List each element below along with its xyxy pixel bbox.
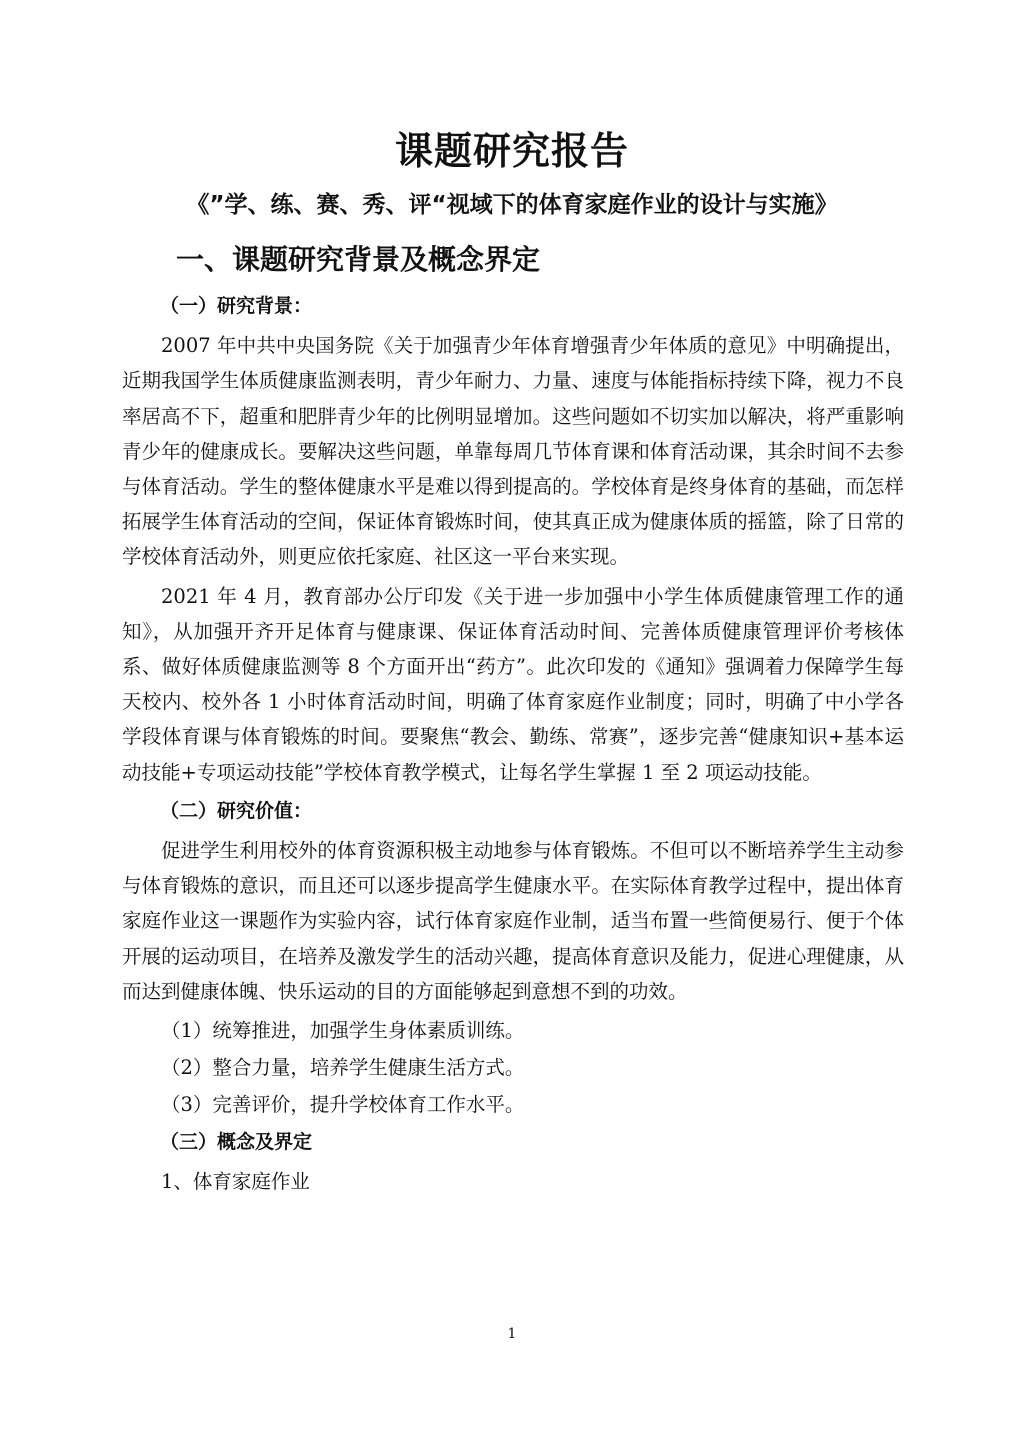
value-paragraph: 促进学生利用校外的体育资源积极主动地参与体育锻炼。不但可以不断培养学生主动参与体育锻炼的意识，而且还可以逐步提高学生健康水平。在实际体育教学过程中，提出体育家庭作业这一课题作为实验内容，试行体育家庭作业制，适当布置一些简便易行、便于个体开展的运动项目，在培养及激发学生的活动兴趣，提高体育意识及能力，促进心理健康，从而达到健康体魄、快乐运动的目的方面能够起到意想不到的功效。	[122, 839, 904, 1003]
value-heading: （二）研究价值：	[160, 799, 313, 822]
concepts-heading: （三）概念及界定	[160, 1130, 313, 1153]
concepts-list-item: 1、体育家庭作业	[161, 1169, 310, 1193]
background-paragraph: 2007 年中共中央国务院《关于加强青少年体育增强青少年体质的意见》中明确提出，近期我国学生体质健康监测表明，青少年耐力、力量、速度与体能指标持续下降，视力不良率居高不下，超重和肥胖青少年的比例明显增加。这些问题如不切实加以解决，将严重影响青少年的健康成长。要解决这些问题，单靠每周几节体育课和体育活动课，其余时间不去参与体育活动。学生的整体健康水平是难以得到提高的。学校体育是终身体育的基础，而怎样拓展学生体育活动的空间，保证体育锻炼时间，使其真正成为健康体质的摇篮，除了日常的学校体育活动外，则更应依托家庭、社区这一平台来实现。	[122, 334, 904, 569]
value-list-item: （3）完善评价，提升学校体育工作水平。	[161, 1093, 525, 1117]
background-heading: （一）研究背景：	[160, 295, 313, 317]
background-paragraph: 2021 年 4 月，教育部办公厅印发《关于进一步加强中小学生体质健康管理工作的通知》，从加强开齐开足体育与健康课、保证体育活动时间、完善体质健康管理评价考核体系、做好体质健康监测等 8 个方面开出“药方”。此次印发的《通知》强调着力保障学生每天校内、校外各 1 小时体育活动时间，明确了体育家庭作业制度；同时，明确了中小学各学段体育课与体育锻炼的时间。要聚焦“教会、勤练、常赛”，逐步完善“健康知识+基本运动技能+专项运动技能”学校体育教学模式，让每名学生掌握 1 至 2 项运动技能。	[122, 584, 904, 784]
page-number: 1	[507, 1326, 517, 1342]
document-title: 课题研究报告	[394, 129, 629, 173]
value-list-item: （2）整合力量，培养学生健康生活方式。	[161, 1056, 525, 1080]
section-heading: 一、课题研究背景及概念界定	[176, 243, 541, 276]
value-list-item: （1）统筹推进，加强学生身体素质训练。	[161, 1019, 525, 1043]
document-subtitle: 《”学、练、赛、秀、评“视域下的体育家庭作业的设计与实施》	[186, 192, 838, 218]
document-body	[122, 288, 904, 1201]
